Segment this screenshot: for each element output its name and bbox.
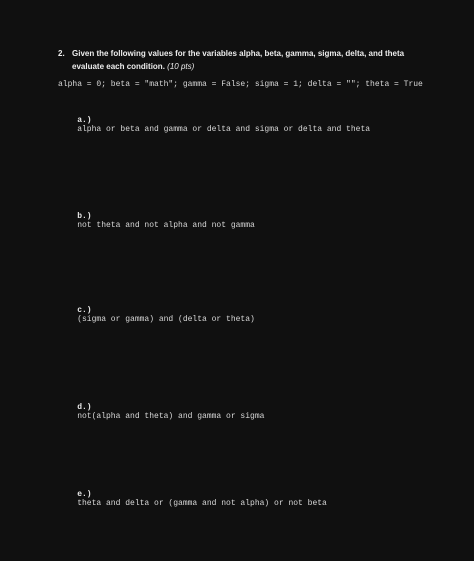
question-points: (10 pts) [167, 62, 195, 71]
part-label: e.) [77, 490, 92, 499]
part-expression: not(alpha and theta) and gamma or sigma [77, 412, 265, 421]
question-header [58, 47, 428, 73]
question-text [72, 47, 428, 73]
variable-values: alpha = 0; beta = "math"; gamma = False; sigma = 1; delta = ""; theta = True [58, 80, 423, 89]
part-e [58, 481, 327, 517]
question-prompt: Given the following values for the variables alpha, beta, gamma, sigma, delta, and theta evaluate each condition. [72, 49, 405, 71]
part-a [58, 107, 370, 143]
part-b [58, 203, 255, 239]
part-label: d.) [77, 403, 92, 412]
part-label: c.) [77, 306, 92, 315]
part-d [58, 394, 264, 430]
part-expression: not theta and not alpha and not gamma [77, 221, 255, 230]
part-expression: theta and delta or (gamma and not alpha) or not beta [77, 499, 327, 508]
part-c [58, 297, 255, 333]
question-number: 2. [58, 49, 65, 58]
part-label: b.) [77, 212, 92, 221]
part-label: a.) [77, 116, 92, 125]
part-expression: alpha or beta and gamma or delta and sigma or delta and theta [77, 125, 371, 134]
part-expression: (sigma or gamma) and (delta or theta) [77, 315, 255, 324]
